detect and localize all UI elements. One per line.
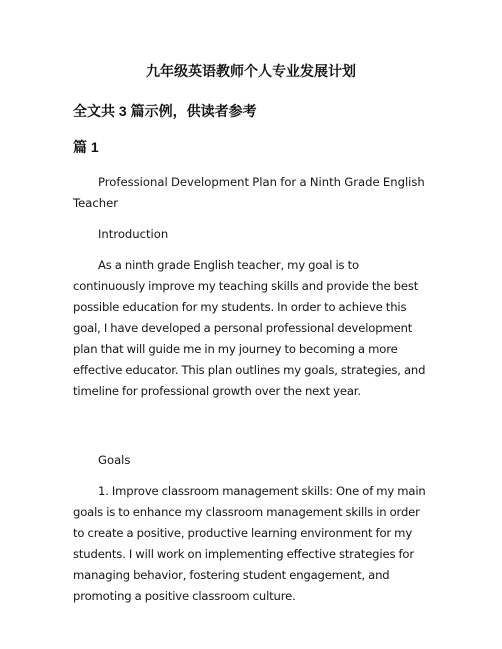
introduction-heading: Introduction bbox=[98, 227, 169, 241]
document-subtitle: 全文共 3 篇示例，供读者参考 bbox=[73, 103, 257, 119]
section-heading: 篇 1 bbox=[73, 139, 99, 155]
goal-1-paragraph: 1. Improve classroom management skills: One of my main goals is to enhance my classroom management skills in order to create a positive, productive learning environment for my students. I will work on implementing effective strategies for managing behavior, fostering student engagement, and promoting a positive classroom culture. bbox=[73, 484, 426, 603]
document-title: 九年级英语教师个人专业发展计划 bbox=[146, 63, 356, 79]
plan-title-paragraph: Professional Development Plan for a Ninth Grade English Teacher bbox=[73, 175, 425, 210]
introduction-paragraph: As a ninth grade English teacher, my goal is to continuously improve my teaching skills and provide the best possible education for my students. In order to achieve this goal, I have developed a personal professional development plan that will guide me in my journey to becoming a more effective educator. This plan outlines my goals, strategies, and timeline for professional growth over the next year. bbox=[73, 258, 426, 398]
goals-heading: Goals bbox=[98, 453, 131, 467]
